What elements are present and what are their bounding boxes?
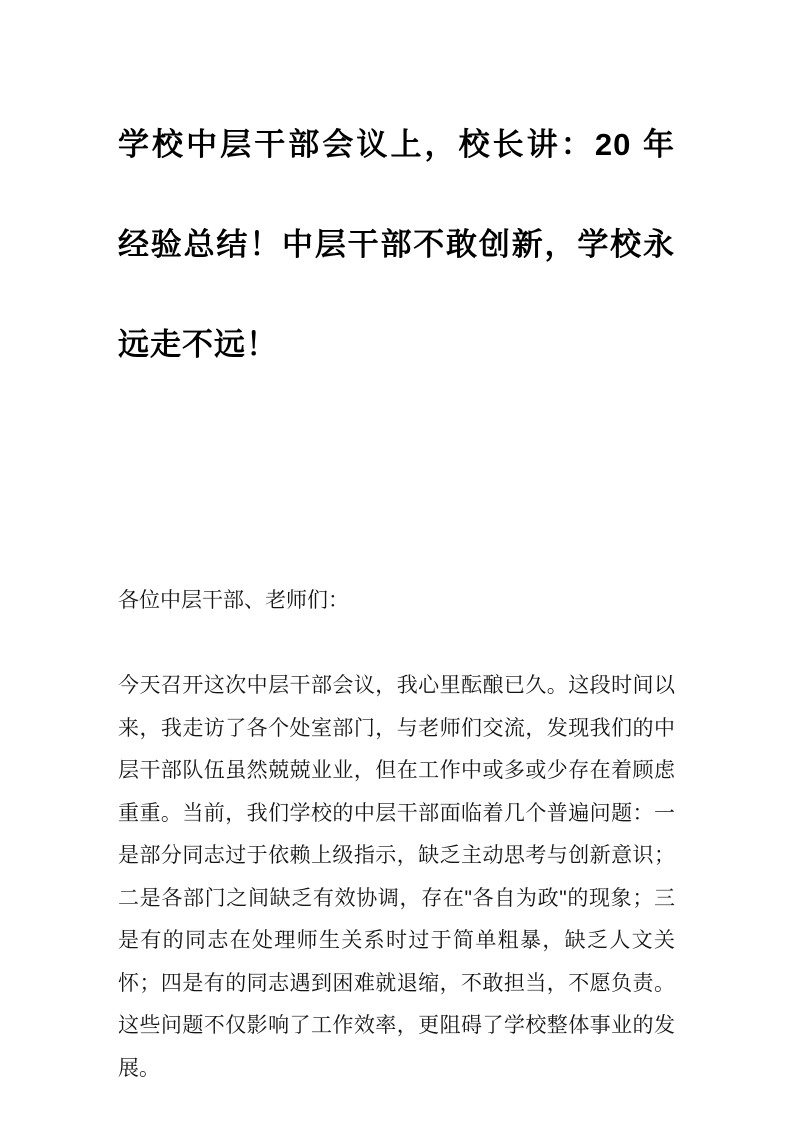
document-title: 学校中层干部会议上，校长讲：20 年经验总结！中层干部不敢创新，学校永远走不远！ [118, 127, 675, 362]
body-paragraph: 今天召开这次中层干部会议，我心里酝酿已久。这段时间以来，我走访了各个处室部门，与老师们交流，发现我们的中层干部队伍虽然兢兢业业，但在工作中或多或少存在着顾虑重重。当前，我们学校的中层干部面临着几个普遍问题：一是部分同志过于依赖上级指示，缺乏主动思考与创新意识；二是各部门之间缺乏有效协调，存在"各自为政"的现象；三是有的同志在处理师生关系时过于简单粗暴，缺乏人文关怀；四是有的同志遇到困难就退缩，不敢担当，不愿负责。这些问题不仅影响了工作效率，更阻碍了学校整体事业的发展。 [118, 674, 675, 1080]
salutation-line: 各位中层干部、老师们： [118, 589, 349, 612]
